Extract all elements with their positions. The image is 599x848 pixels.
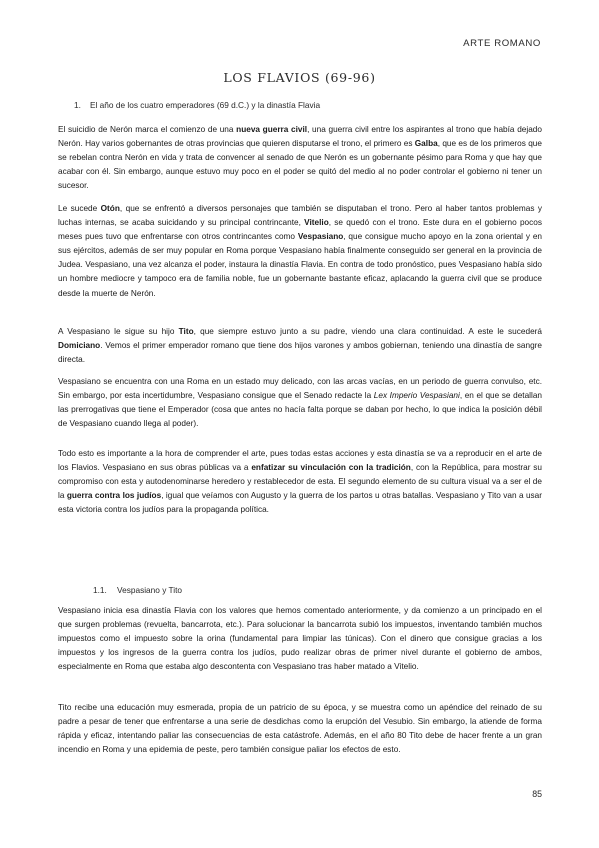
text-run: , en el que se detallan las prerrogativas que tiene el Emperador (cosa que antes no hacía falta porque se daban por hecho, lo que indica la posición débil de Vespasiano cuando llega al poder). [58,391,542,429]
text-run: Tito recibe una educación muy esmerada, propia de un patricio de su época, y se muestra como un apéndice del reinado de su padre a pesar de tener que enfrentarse a una serie de desdichas como la erupción del Vesubio. Sin embargo, la atiende de forma rápida y eficaz, intentando paliar las consecuencias de esta catástrofe. Además, en el año 80 Tito debe de hacer frente a un gran incendio en Roma y una epidemia de peste, pero también consigue paliar los efectos de esto. [58,703,542,755]
text-run: , que consigue mucho apoyo en la zona oriental y en sus ejércitos, además de ser muy popular en Roma porque Vespasiano había finalmente conseguido ser general en la provincia de Judea. Vespasiano, una vez alcanza el poder, instaura la dinastía Flavia. En contra de todo pronóstico, pues Vespasiano había sido un hombre mediocre y tampoco era de familia noble, fue un gobernante bastante eficaz, aplacando la guerra civil que se produce desde la muerte de Nerón. [58,232,543,298]
paragraph [58,325,542,367]
paragraph [58,604,542,674]
text-run: , que es de los primeros que se rebelan contra Nerón en vida y trata de convencer al senado de que Nerón es un gobernante pésimo para Roma y que hay que acabar con él. Sin embargo, aunque estuvo muy poco en el poder se quitó del medio al no poder controlar el gobierno ni tener un sucesor. [58,139,542,191]
page-number: 85 [532,789,542,799]
text-run: , se quedó con el trono. Este dura en el gobierno pocos meses pues tuvo que enfrentarse con otros contrincantes como [58,218,542,242]
text-run: Le sucede [58,204,101,213]
text-run: , que se enfrentó a diversos personajes que también se disputaban el trono. Pero al haber tantos problemas y luchas internas, se acaba suicidando y su principal contrincante, [58,204,543,228]
text-run: Vespasiano se encuentra con una Roma en un estado muy delicado, con las arcas vacías, en un periodo de guerra convulso, etc. Sin embargo, por esta incertidumbre, Vespasiano consigue que el Senado redacte la [58,377,542,401]
paragraph [58,123,542,193]
text-run: El suicidio de Nerón marca el comienzo de una [58,125,237,134]
bold-term: Vitelio [304,218,329,228]
section-heading-1 [74,100,320,110]
bold-term: Vespasiano [297,232,344,242]
text-run: , con la República, para mostrar su compromiso con esta y autodenominarse heredero y restablecedor de esta. El segundo elemento de su cultura visual va a ser el de la [58,463,542,501]
bold-term: Galba [414,139,438,149]
text-run: , que siempre estuvo junto a su padre, viendo una clara continuidad. A este le sucederá [193,327,542,336]
bold-term: guerra contra los judíos [66,491,162,501]
section-heading-1-1 [93,585,182,595]
text-run: Vespasiano inicia esa dinastía Flavia con los valores que hemos comentado anteriormente, y da comienzo a un principado en el que surgen problemas (revuelta, bancarrota, etc.). Para solucionar la bancarrota subió los impuestos, inventando también muchos impuestos como el impuesto sobre la orina (fundamental para limpiar las túnicas). Con el dinero que consigue gracias a los impuestos y los ingresos de la guerra contra los judíos, pudo realizar obras de primer nivel durante el gobierno de ambos, especialmente en Roma que estaba algo descontenta con Vespasiano tras haber matado a Vitelio. [58,606,542,672]
paragraph [58,701,542,757]
text-run: . Vemos el primer emperador romano que tiene dos hijos varones y ambos gobiernan, teniendo una dinastía de sangre directa. [58,341,542,365]
running-header: ARTE ROMANO [463,38,541,49]
paragraph [58,202,542,301]
bold-term: enfatizar su vinculación con la tradición [251,463,411,473]
page-title: LOS FLAVIOS (69-96) [223,70,376,85]
bold-term: nueva guerra civil [236,125,308,134]
section-number: 1.1. [93,585,107,595]
bold-term: Tito [178,327,194,336]
italic-term: Lex Imperio Vespasiani [373,391,460,401]
paragraph [58,375,542,431]
section-number: 1. [74,100,81,110]
text-run: Todo esto es importante a la hora de comprender el arte, pues todas estas acciones y esta dinastía se va a reproducir en el arte de los Flavios. Vespasiano en sus obras públicas va a [58,449,542,473]
bold-term: Domiciano [58,341,101,351]
text-run: A Vespasiano le sigue su hijo [58,327,179,336]
bold-term: Otón [100,204,120,213]
section-title: El año de los cuatro emperadores (69 d.C.) y la dinastía Flavia [90,100,321,110]
text-run: , igual que veíamos con Augusto y la guerra de los partos u otras batallas. Vespasiano y Tito van a usar esta victoria contra los judíos para la propaganda política. [58,491,543,515]
paragraph [58,447,542,517]
text-run: , una guerra civil entre los aspirantes al trono que había dejado Nerón. Hay varios gobernantes de otras provincias que quieren disputarse el trono, el primero es [58,125,542,149]
section-title: Vespasiano y Tito [117,585,183,595]
